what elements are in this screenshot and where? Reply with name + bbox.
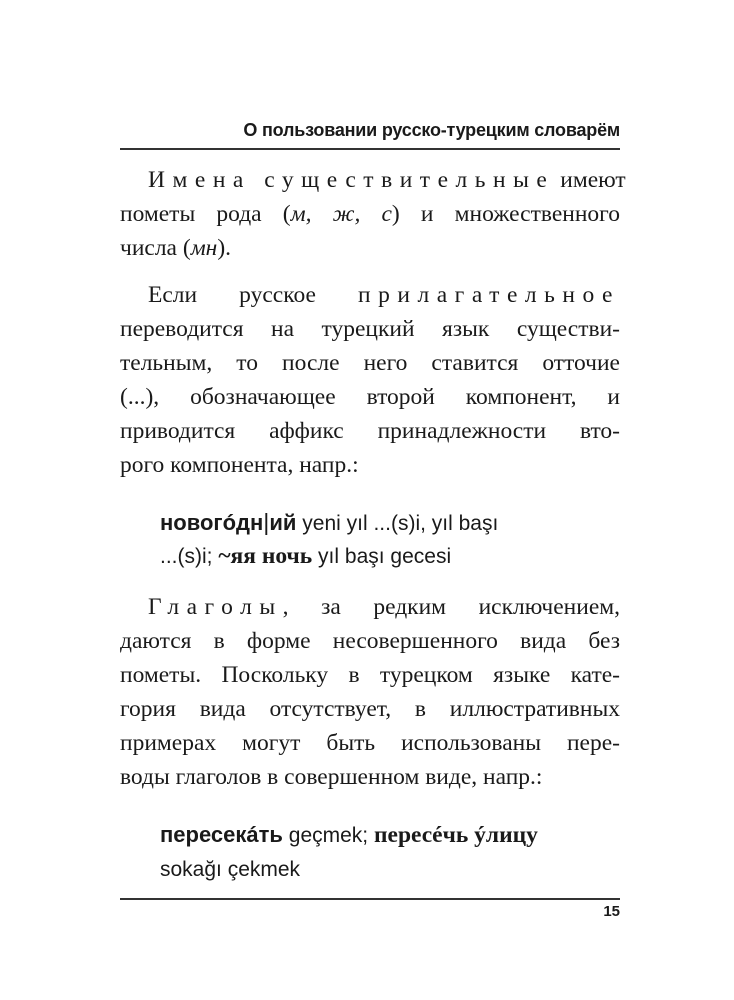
running-head: О пользовании русско-турецким словарём [243,120,620,140]
header-rule [120,148,620,150]
adjectives-line-4: (...), обозначающее второй компонент, и [120,384,620,410]
verbs-line-5: примерах могут быть использованы пере- [120,730,620,756]
adjectives-line-1-a: Если русское [148,282,358,308]
plural-mark: мн [190,235,218,261]
example-2-line-2 [160,852,620,886]
translation-cont: ...(s)i; [160,545,219,568]
headword-ending: ий [269,510,297,535]
example-peresekat [160,818,620,886]
term-verbs: Глаголы [148,594,283,620]
nouns-line-3-a: числа ( [120,235,191,261]
phrase-translation: sokağı çekmek [160,858,301,881]
paragraph-adjectives [120,278,620,482]
phrase: пересéчь ýлицу [373,822,538,848]
translation: yeni yıl ...(s)i, yıl başı [296,512,499,535]
adjectives-line-2: переводится на турецкий язык существи- [120,316,620,342]
phrase: ~яя ночь [218,543,313,569]
example-novogodny [160,505,620,573]
verbs-line-3: пометы. Поскольку в турецком языке кате- [120,662,620,688]
headword: пересекáть [160,822,283,847]
verbs-line-6: воды глаголов в совершенном виде, напр.: [120,764,543,790]
adjectives-line-3: тельным, то после него ставится отточие [120,350,620,376]
nouns-line-2-b: ) и множественного [391,201,620,227]
ending-separator: | [263,509,270,535]
term-adjectives: прилагательное [358,282,620,308]
page-number: 15 [603,903,620,920]
nouns-line-3 [120,231,620,265]
adjectives-line-1 [120,278,620,312]
paragraph-nouns [120,163,626,265]
nouns-line-3-b: ). [217,235,232,261]
nouns-line-1 [120,163,626,197]
phrase-translation: yıl başı gecesi [312,545,452,568]
nouns-line-1-rest: имеют [554,167,626,193]
verbs-line-4: гория вида отсутствует, в иллюстративных [120,696,620,722]
adjectives-line-6: рого компонента, напр.: [120,452,359,478]
example-1-line-1 [160,505,620,539]
nouns-line-2-a: пометы рода ( [120,201,291,227]
example-1-line-2 [160,539,620,573]
verbs-line-1 [120,590,620,624]
term-nouns: Имена существительные [148,167,555,193]
example-2-line-1 [160,818,620,852]
footer-rule [120,898,620,900]
adjectives-line-5: приводится аффикс принадлежности вто- [120,418,620,444]
translation: geçmek; [282,824,374,847]
nouns-line-2 [120,197,620,231]
gender-marks: м, ж, с [290,201,392,227]
paragraph-verbs [120,590,620,794]
headword-stem: новогóдн [160,510,264,535]
verbs-line-1-rest: , за редким исключением, [282,594,620,620]
verbs-line-2: даются в форме несовершенного вида без [120,628,620,654]
